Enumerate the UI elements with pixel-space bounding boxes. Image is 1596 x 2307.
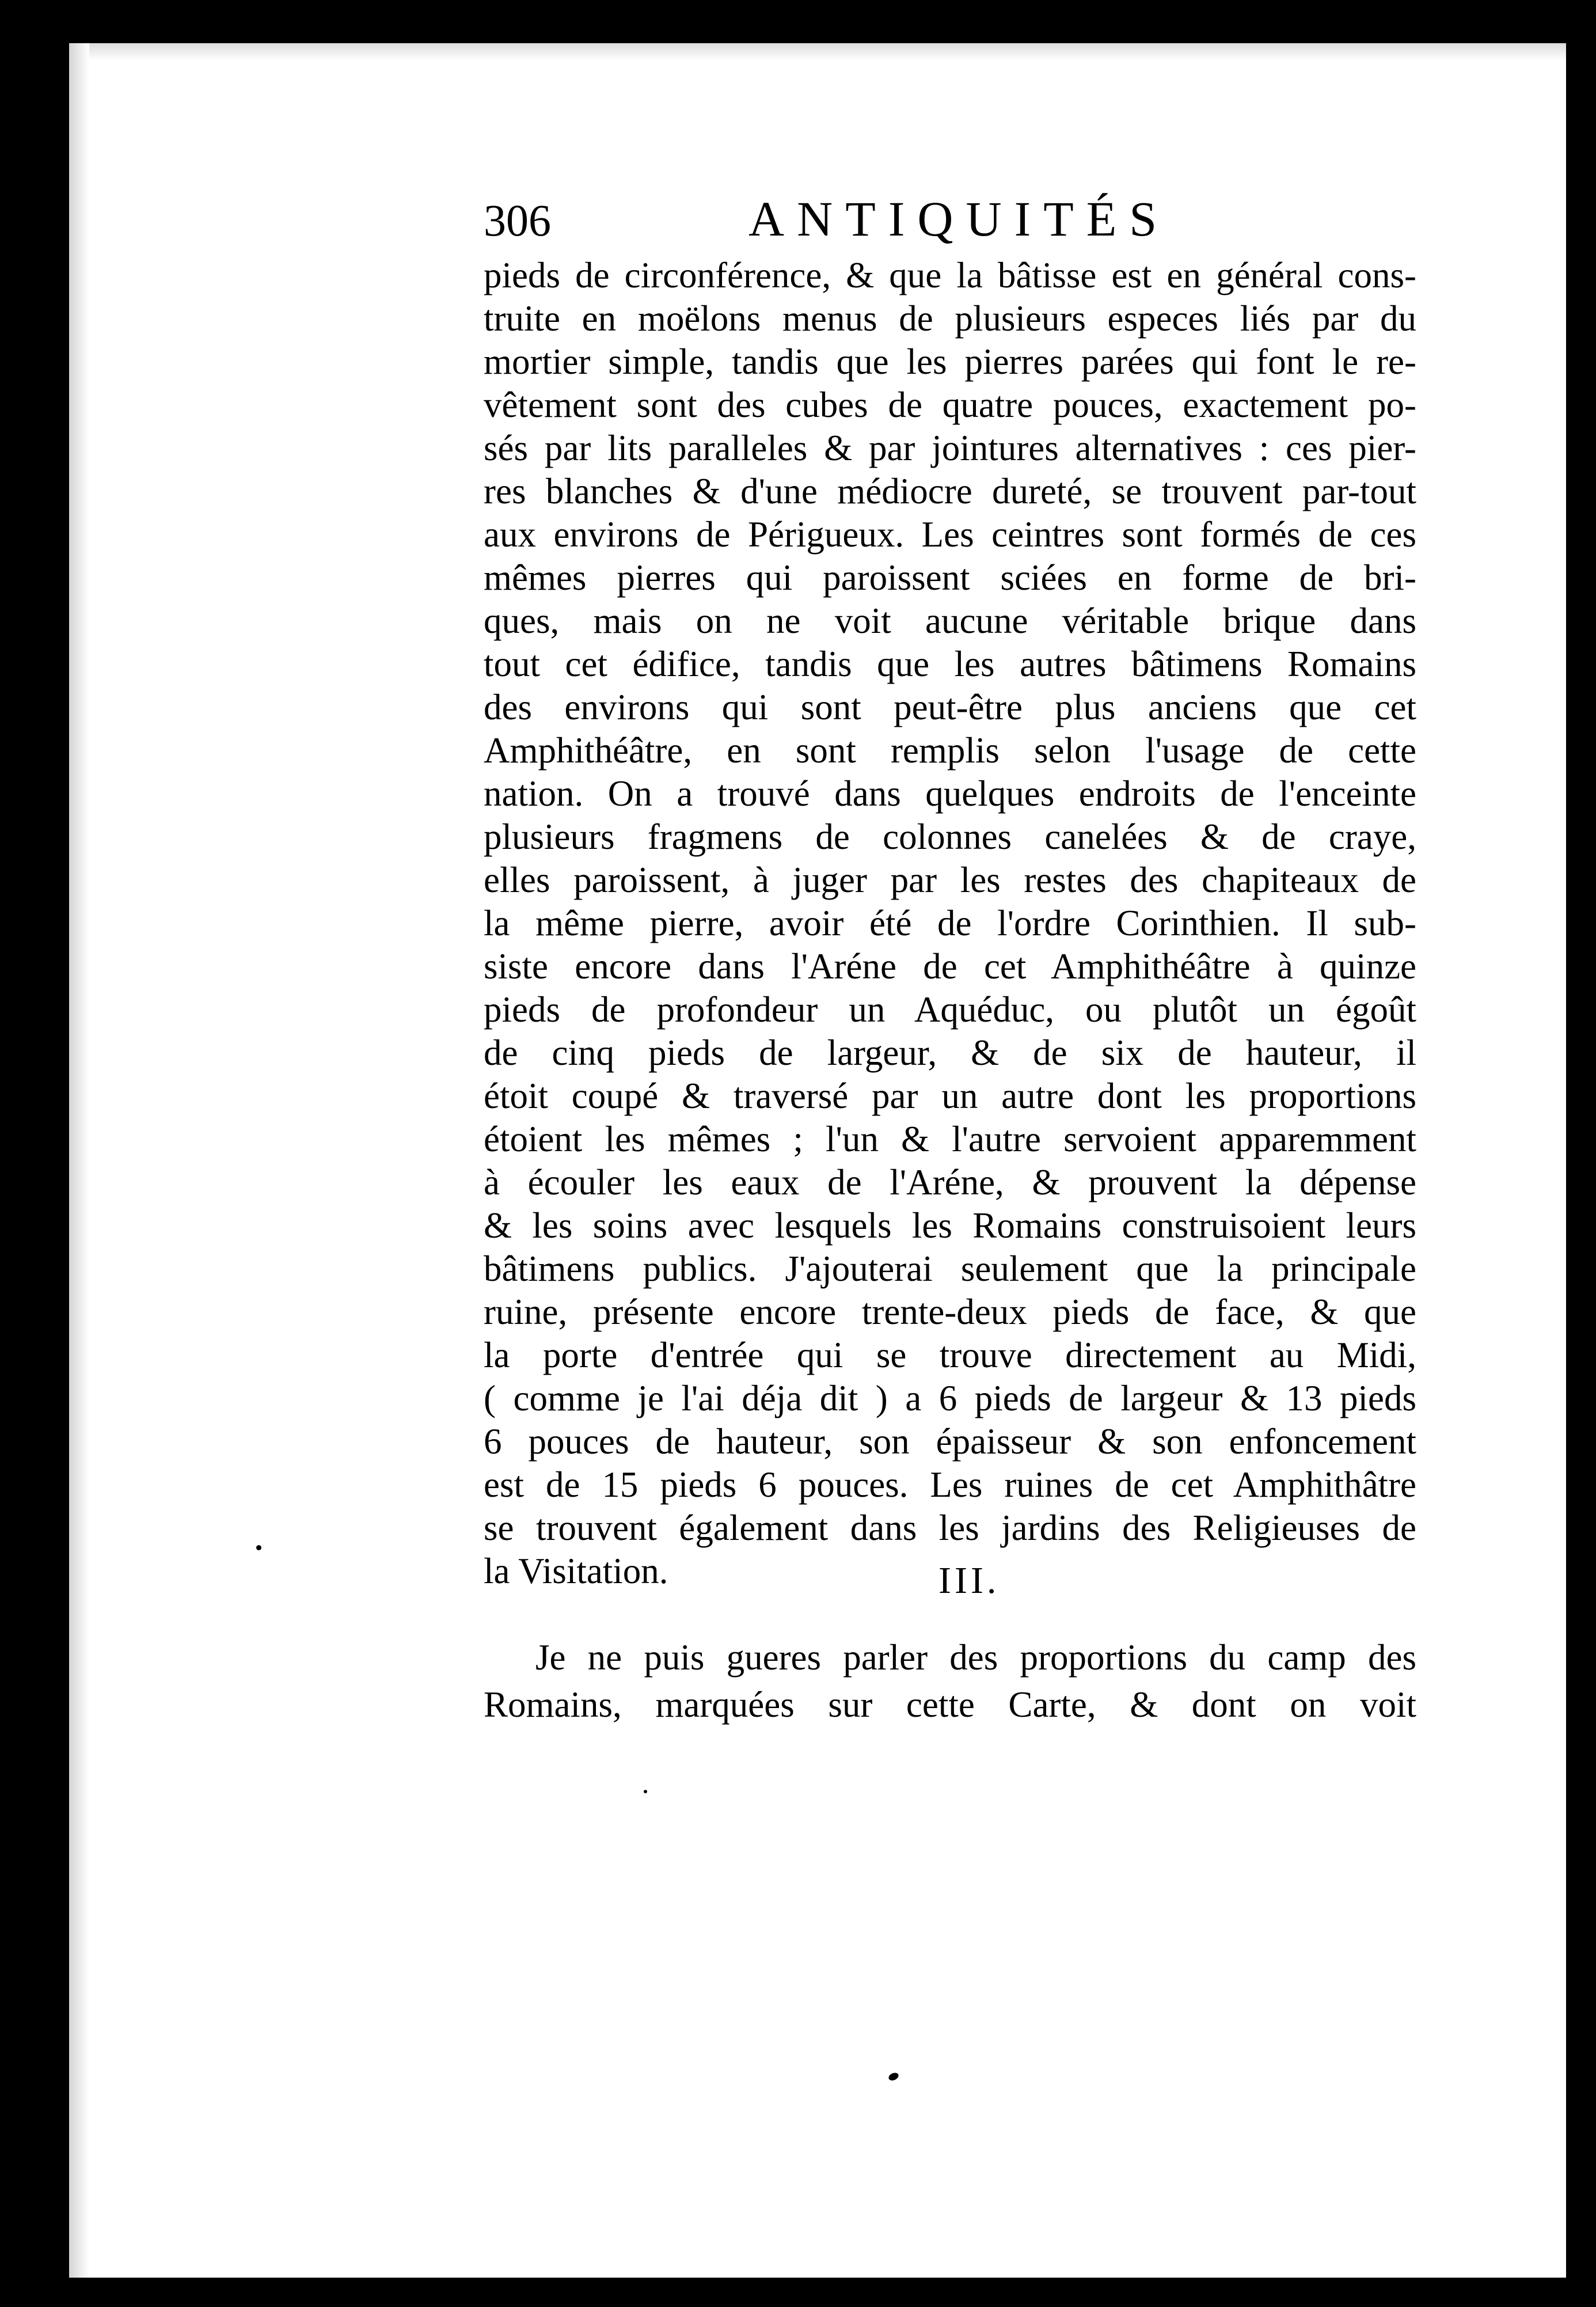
body-text — [484, 253, 1416, 1589]
text-line: ques, mais on ne voit aucune véritable brique dans — [484, 601, 1416, 641]
text-line: tout cet édifice, tandis que les autres bâtimens Romains — [484, 644, 1416, 684]
text-line: truite en moëlons menus de plusieurs especes liés par du — [484, 298, 1416, 339]
text-line: étoit coupé & traversé par un autre dont les proportions — [484, 1076, 1416, 1116]
text-line: Romains, marquées sur cette Carte, & dont on voit — [484, 1684, 1416, 1725]
text-line: ( comme je l'ai déja dit ) a 6 pieds de largeur & 13 pieds — [484, 1378, 1416, 1418]
text-line: mortier simple, tandis que les pierres parées qui font le re- — [484, 342, 1416, 382]
running-head — [484, 190, 1209, 248]
text-line: est de 15 pieds 6 pouces. Les ruines de cet Amphithâtre — [484, 1464, 1416, 1505]
text-line: res blanches & d'une médiocre dureté, se trouvent par-tout — [484, 471, 1416, 511]
text-line: elles paroissent, à juger par les restes des chapiteaux de — [484, 860, 1416, 900]
text-line: la même pierre, avoir été de l'ordre Corinthien. Il sub- — [484, 903, 1416, 943]
ink-speck — [644, 1790, 647, 1793]
text-line: se trouvent également dans les jardins des Religieuses de — [484, 1508, 1416, 1548]
page-number: 306 — [484, 195, 551, 245]
text-line: la porte d'entrée qui se trouve directement au Midi, — [484, 1335, 1416, 1375]
text-line: à écouler les eaux de l'Aréne, & prouvent la dépense — [484, 1162, 1416, 1202]
running-title: ANTIQUITÉS — [748, 191, 1170, 246]
text-line: bâtimens publics. J'ajouterai seulement que la principale — [484, 1249, 1416, 1289]
text-line: mêmes pierres qui paroissent sciées en forme de bri- — [484, 557, 1416, 598]
text-line: plusieurs fragmens de colonnes canelées & de craye, — [484, 817, 1416, 857]
text-line: des environs qui sont peut-être plus anciens que cet — [484, 687, 1416, 727]
text-line: vêtement sont des cubes de quatre pouces, exactement po- — [484, 385, 1416, 425]
next-paragraph — [484, 1636, 1416, 1728]
ink-speck — [256, 1545, 261, 1550]
text-line: Je ne puis gueres parler des proportions du camp des — [535, 1637, 1416, 1678]
text-line: la Visitation. — [484, 1551, 668, 1591]
text-line: 6 pouces de hauteur, son épaisseur & son enfoncement — [484, 1421, 1416, 1462]
text-line: Amphithéâtre, en sont remplis selon l'usage de cette — [484, 730, 1416, 771]
text-line: sés par lits paralleles & par jointures alternatives : ces pier- — [484, 428, 1416, 468]
text-line: pieds de profondeur un Aquéduc, ou plutôt un égoût — [484, 989, 1416, 1030]
text-line: ruine, présente encore trente-deux pieds de face, & que — [484, 1292, 1416, 1332]
text-line: siste encore dans l'Aréne de cet Amphithéâtre à quinze — [484, 946, 1416, 986]
text-line: de cinq pieds de largeur, & de six de hauteur, il — [484, 1033, 1416, 1073]
text-line: aux environs de Périgueux. Les ceintres sont formés de ces — [484, 514, 1416, 555]
text-line: pieds de circonférence, & que la bâtisse est en général cons- — [484, 255, 1416, 295]
text-line: & les soins avec lesquels les Romains construisoient leurs — [484, 1205, 1416, 1246]
text-line: étoient les mêmes ; l'un & l'autre servoient apparemment — [484, 1119, 1416, 1159]
section-number: III. — [938, 1559, 1000, 1602]
text-line: nation. On a trouvé dans quelques endroits de l'enceinte — [484, 773, 1416, 814]
